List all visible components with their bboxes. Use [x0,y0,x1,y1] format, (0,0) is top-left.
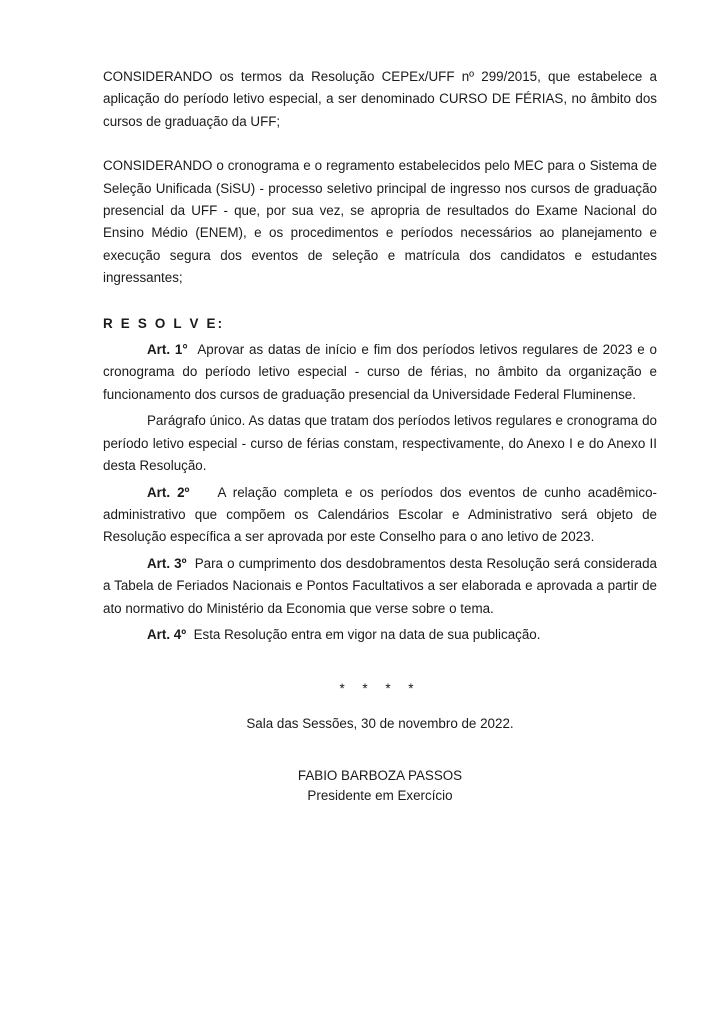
section-separator: * * * * [339,681,421,697]
paragrafo-unico: Parágrafo único. As datas que tratam dos períodos letivos regulares e cronograma do período letivo especial - curso de férias constam, respectivamente, do Anexo I e do Anexo II desta Resolução. [103,413,657,474]
session-place-date: Sala das Sessões, 30 de novembro de 2022. [246,715,514,731]
article-3-text: Para o cumprimento dos desdobramentos desta Resolução será considerada a Tabela de Feriados Nacionais e Pontos Facultativos a ser elaborada e aprovada a partir de ato normativo do Ministério da Economia que verse sobre o tema. [103,555,657,616]
signer-role: Presidente em Exercício [307,788,453,804]
article-1 [103,339,657,406]
signature-block [103,766,657,806]
article-2-text: A relação completa e os períodos dos eventos de cunho acadêmico-administrativo que compõem os Calendários Escolar e Administrativo será objeto de Resolução específica a ser aprovada por este Conselho para o ano letivo de 2023. [103,484,658,545]
article-4-text: Esta Resolução entra em vigor na data de sua publicação. [193,626,541,642]
article-1-label: Art. 1° [147,342,188,358]
resolve-heading: R E S O L V E: [103,315,225,331]
article-2 [103,482,657,549]
considerando-paragraph-1: CONSIDERANDO os termos da Resolução CEPEx/UFF nº 299/2015, que estabelece a aplicação do período letivo especial, a ser denominado CURSO DE FÉRIAS, no âmbito dos cursos de graduação da UFF; [103,69,657,129]
article-3-label: Art. 3º [147,555,187,571]
article-3 [103,553,657,620]
article-4 [103,624,657,646]
article-1-text: Aprovar as datas de início e fim dos períodos letivos regulares de 2023 e o cronograma do período letivo especial - curso de férias, no âmbito da organização e funcionamento dos cursos de graduação presencial da Universidade Federal Fluminense. [103,342,657,402]
article-2-label: Art. 2º [147,484,190,500]
document-page [103,66,657,806]
considerando-paragraph-2: CONSIDERANDO o cronograma e o regramento estabelecidos pelo MEC para o Sistema de Seleção Unificada (SiSU) - processo seletivo principal de ingresso nos cursos de graduação presencial da UFF - que, por sua vez, se apropria de resultados do Exame Nacional do Ensino Médio (ENEM), e os procedimentos e períodos necessários ao planejamento e execução segura dos eventos de seleção e matrícula dos candidatos e estudantes ingressantes; [103,158,657,286]
article-4-label: Art. 4º [147,626,187,642]
signer-name: FABIO BARBOZA PASSOS [297,768,463,784]
